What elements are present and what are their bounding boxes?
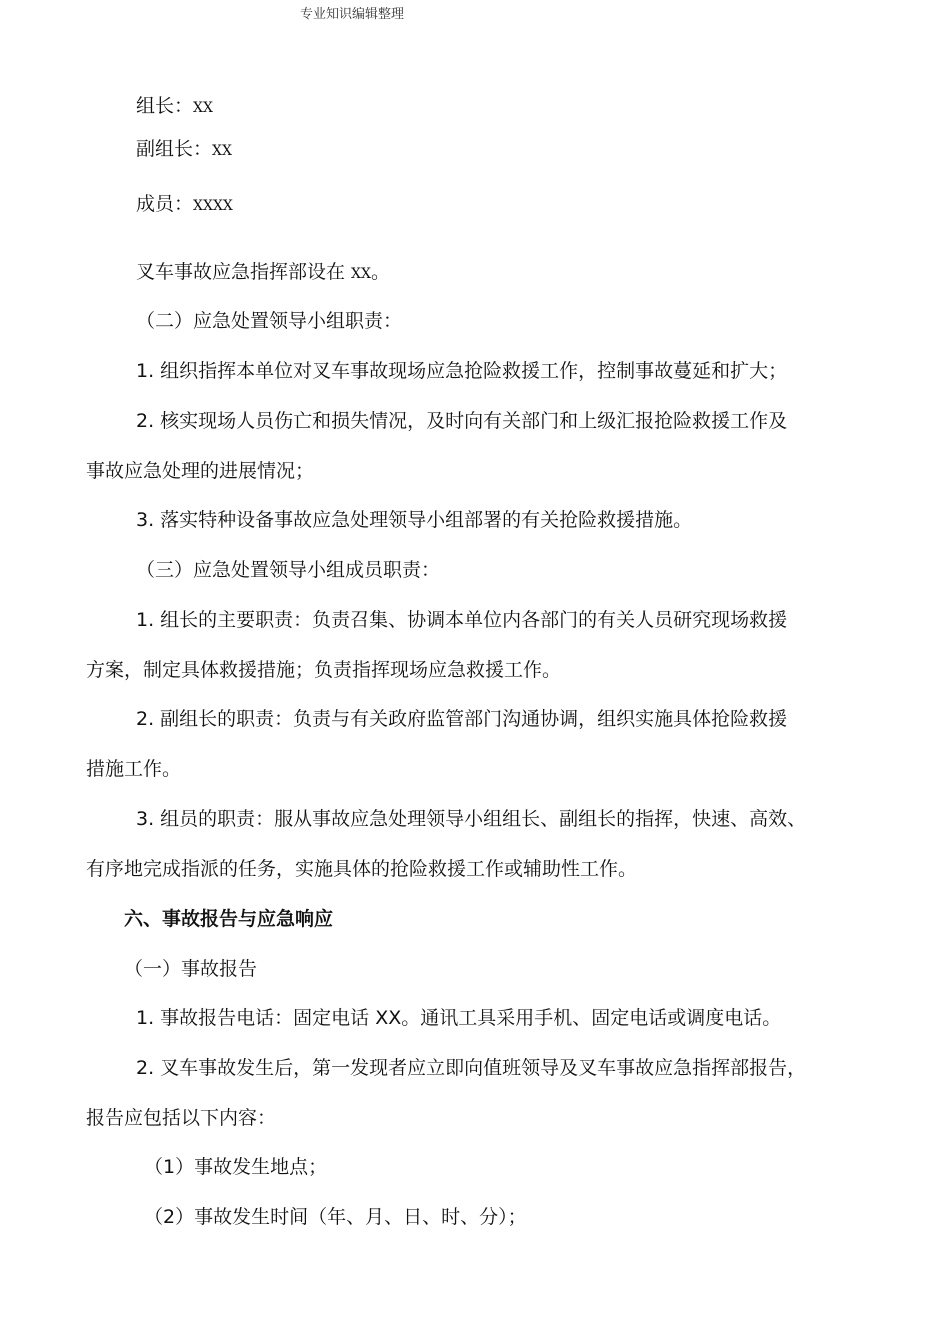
section-3-item-3: 3. 组员的职责：服从事故应急处理领导小组组长、副组长的指挥，快速、高效、: [136, 808, 807, 830]
section-6-point-1: （1）事故发生地点；: [144, 1156, 328, 1178]
deputy-value: XX: [212, 143, 232, 159]
header-note: 专业知识编辑整理: [300, 7, 405, 22]
section-3-item-1-cont: 方案，制定具体救援措施；负责指挥现场应急救援工作。: [86, 659, 562, 681]
deputy-label: 副组长：: [136, 138, 213, 160]
section-2-title: （二）应急处置领导小组职责：: [136, 310, 403, 332]
section-6-item-2: 2. 叉车事故发生后，第一发现者应立即向值班领导及叉车事故应急指挥部报告，: [136, 1057, 807, 1079]
section-3-title: （三）应急处置领导小组成员职责：: [136, 559, 441, 581]
section-2-item-2: 2. 核实现场人员伤亡和损失情况，及时向有关部门和上级汇报抢险救援工作及: [136, 410, 788, 432]
deputy-line: [136, 137, 232, 163]
members-label: 成员：: [136, 193, 194, 215]
hq-value: XX: [351, 266, 371, 282]
section-6-sub-1: （一）事故报告: [124, 958, 258, 980]
section-2-item-1: 1. 组织指挥本单位对叉车事故现场应急抢险救援工作，控制事故蔓延和扩大；: [136, 360, 788, 382]
section-3-item-2-cont: 措施工作。: [86, 758, 182, 780]
members-value: XXXX: [193, 198, 233, 214]
section-6-point-2: （2）事故发生时间（年、月、日、时、分）；: [144, 1206, 527, 1228]
members-line: [136, 192, 233, 218]
section-3-item-3-cont: 有序地完成指派的任务，实施具体的抢险救援工作或辅助性工作。: [86, 858, 638, 880]
hq-line: [136, 260, 390, 286]
section-2-item-3: 3. 落实特种设备事故应急处理领导小组部署的有关抢险救援措施。: [136, 509, 693, 531]
hq-prefix: 叉车事故应急指挥部设在: [136, 261, 352, 283]
section-2-item-2-cont: 事故应急处理的进展情况；: [86, 460, 315, 482]
section-3-item-1: 1. 组长的主要职责：负责召集、协调本单位内各部门的有关人员研究现场救援: [136, 609, 788, 631]
leader-line: [136, 94, 213, 120]
section-6-item-1: 1. 事故报告电话：固定电话 XX。通讯工具采用手机、固定电话或调度电话。: [136, 1007, 782, 1029]
section-6-item-2-cont: 报告应包括以下内容：: [86, 1107, 277, 1129]
leader-value: XX: [193, 100, 213, 116]
hq-suffix: 。: [370, 261, 390, 283]
leader-label: 组长：: [136, 95, 194, 117]
section-6-heading: 六、事故报告与应急响应: [124, 908, 334, 930]
section-3-item-2: 2. 副组长的职责：负责与有关政府监管部门沟通协调，组织实施具体抢险救援: [136, 708, 788, 730]
